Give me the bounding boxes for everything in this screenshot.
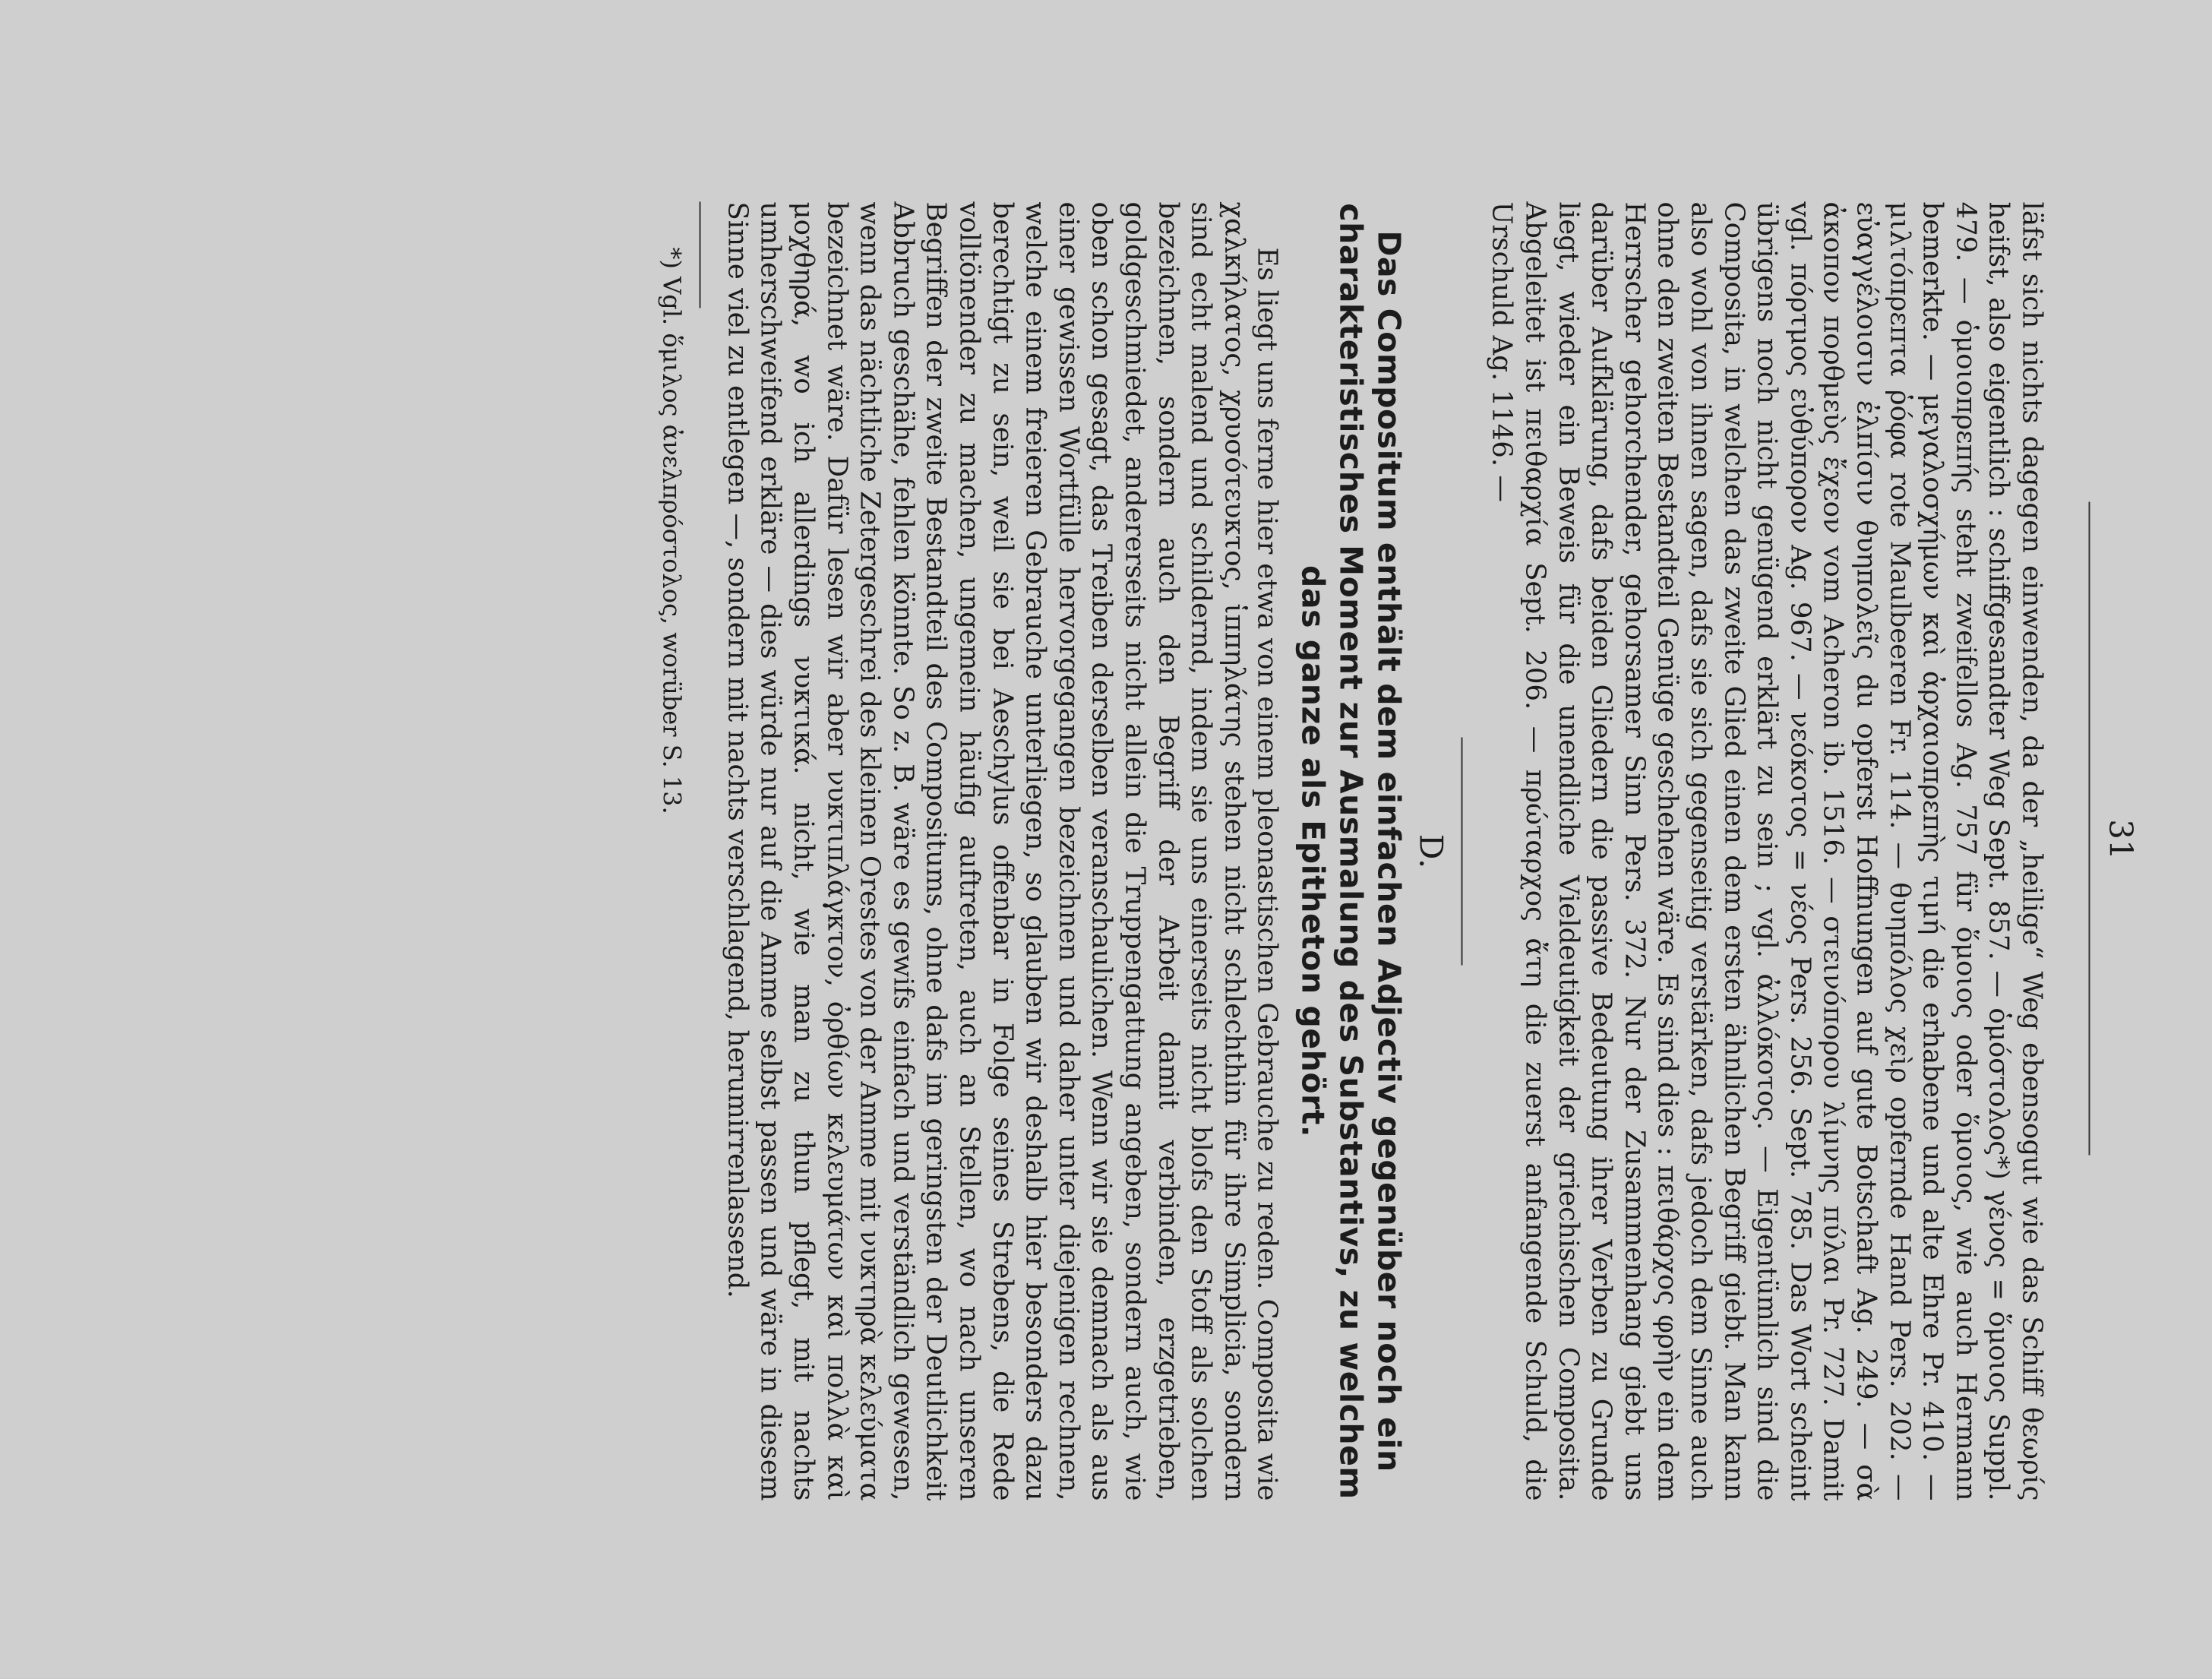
page-body <box>657 202 2049 1501</box>
paragraph-continued: läfst sich nichts dagegen einwenden, da der „heilige“ Weg ebensogut wie das Schiff θεωρίς heifst, also eigentlich : schiffgesandter Weg Sept. 857. — ὁμόστολος*) γένος = ὅμοιος Suppl. 479. — ὁμοιοπρεπής steht zweifellos Ag. 757 für ὅμοιος oder ὅμοιος, wie auch Hermann bemerkte. — μεγαλοσχήμων καὶ ἀρχαιοπρεπὴς τιμή die erhabene und alte Ehre Pr. 410. — μιλτόπρεπτα ῥόφα rote Maulbeeren Fr. 114. — θυηπόλος χεὶρ opfernde Hand Pers. 202. — εὐαγγέλοισιν ἐλπίσιν θυηπολεῖς du opferst Hoffnungen auf gute Botschaft Ag. 249. — σὰ ἀκοπον πορθμεὺς ἔχεον vom Acheron ib. 1516. — στεινόπορου λίμνης πύλαι Pr. 727. Damit vgl. πόρτμος εὐθύπορον Ag. 967. — νεόκοτος = νέος Pers. 256. Sept. 785. Das Wort scheint übrigens noch nicht genügend erklärt zu sein ; vgl. ἀλλόκοτος. — Eigentümlich sind die Composita, in welchen das zweite Glied einen dem ersten ähnlichen Begriff giebt. Man kann also wohl von ihnen sagen, dafs sie sich gegenseitig verstärken, dafs jedoch dem Sinne auch ohne den zweiten Bestandteil Genüge geschehen wäre. Es sind dies : πειθάρχος φρὴν ein dem Herrscher gehorchender, gehorsamer Sinn Pers. 372. Nur der Zusammenhang giebt uns darüber Aufklärung, dafs beiden Gliedern die passive Bedeutung ihrer Verben zu Grunde liegt, wieder ein Beweis für die unendliche Vieldeutigkeit der griechischen Composita. Abgeleitet ist πειθαρχία Sept. 206. — πρώταρχος ἄτη die zuerst anfangende Schuld, die Urschuld Ag. 1146. — <box>1487 201 2048 1501</box>
section-heading: Das Compositum enthält dem einfachen Adjectiv gegenüber noch ein charakteristisches Moment zur Ausmalung des Substantivs, zu welchem das ganze als Epitheton gehört. <box>1294 203 1408 1500</box>
footnote-rule <box>700 202 701 308</box>
header-rule <box>2089 502 2090 1156</box>
section-letter: D. <box>1412 833 1450 869</box>
paragraph-section-d: Es liegt uns ferne hier etwa von einem pleonastischen Gebrauche zu reden. Composita wie χαλκήλατος, χρυσότευκτος, ἱππηλάτης stehen nicht schlechthin für ihre Simplicia, sondern sind echt malend und schildernd, indem sie uns einerseits nicht blofs den Stoff als solchen bezeichnen, sondern auch den Begriff der Arbeit damit verbinden, erzgetrieben, goldgeschmiedet, andererseits nicht allein die Truppengattung angeben, sondern auch, wie oben schon gesagt, das Treiben derselben veranschaulichen. Wenn wir sie demnach als aus einer gewissen Wortfülle hervorgegangen bezeichnen und daher unter diejenigen rechnen, welche einem freieren Gebrauche unterliegen, so glauben wir deshalb hier besonders dazu berechtigt zu sein, weil sie bei Aeschylus offenbar in Folge seines Strebens, die Rede volltönender zu machen, ungemein häufig auftreten, auch an Stellen, wo nach unseren Begriffen der zweite Bestandteil des Compositums, ohne dafs im geringsten der Deutlichkeit Abbruch geschähe, fehlen könnte. So z. B. wäre es gewifs einfach und verständlich gewesen, wenn das nächtliche Zetergeschrei des kleinen Orestes von der Amme mit νυκτηρὰ κελεύματα bezeichnet wäre. Dafür lesen wir aber νυκτιπλάγκτον, ὀρθίων κελευμάτων καὶ πολλὰ καὶ μοχθηρά, wo ich allerdings νυκτικά. nicht, wie man zu thun pflegt, mit nachts umherschweifend erkläre — dies würde nur auf die Amme selbst passen und wäre in diesem Sinne viel zu entlegen —, sondern mit nachts verschlagend, herumirrenlassend. <box>722 201 1283 1501</box>
page-number: 31 <box>2102 819 2140 860</box>
section-divider <box>1461 738 1462 966</box>
footnote: *) Vgl. ὅμιλος ἀνελπρόστολος, worüber S. 13. <box>657 247 687 814</box>
document-page <box>0 1 2212 1679</box>
